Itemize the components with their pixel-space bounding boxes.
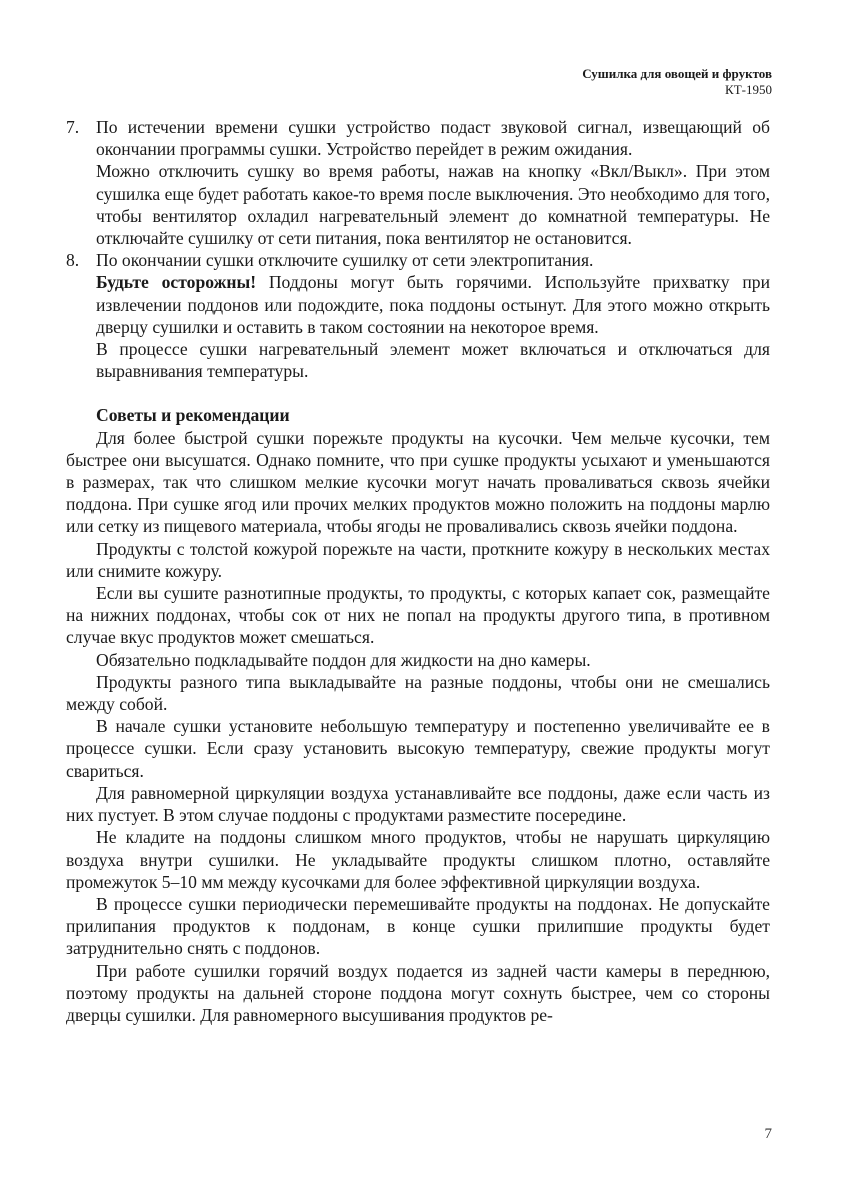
running-header bbox=[582, 66, 772, 98]
body-paragraph: Продукты разного типа выкладывайте на разные поддоны, чтобы они не смешались между собой. bbox=[66, 671, 770, 715]
warning-label: Будьте осторожны! bbox=[96, 272, 257, 293]
list-item-paragraph bbox=[96, 249, 770, 271]
body-paragraph: Для более быстрой сушки порежьте продукты на кусочки. Чем мельче кусочки, тем быстрее они высушатся. Однако помните, что при сушке продукты усыхают и уменьшаются в размерах, так что слишком мелкие кусочки могут начать проваливаться сквозь ячейки поддона. При сушке ягод или прочих мелких продуктов можно положить на поддоны марлю или сетку из пищевого материала, чтобы ягоды не проваливались сквозь ячейки поддона. bbox=[66, 427, 770, 537]
header-title: Сушилка для овощей и фруктов bbox=[582, 66, 772, 81]
list-item-text: По истечении времени сушки устройство подаст звуковой сигнал, извещающий об окончании программы сушки. Устройство перейдет в режим ожидания. bbox=[96, 117, 770, 160]
body-paragraph: Не кладите на поддоны слишком много продуктов, чтобы не нарушать циркуляцию воздуха внутри сушилки. Не укладывайте продукты слишком плотно, оставляйте промежуток 5–10 мм между кусочками для более эффективной циркуляции воздуха. bbox=[66, 827, 770, 892]
body-paragraph: Для равномерной циркуляции воздуха устанавливайте все поддоны, даже если часть из них пустует. В этом случае поддоны с продуктами разместите посередине. bbox=[66, 782, 770, 826]
list-item-text: Поддоны могут быть горячими. Используйте прихватку при извлечении поддонов или подождите, пока поддоны остынут. Для этого можно открыть дверцу сушилки и оставить в таком состоянии на некоторое время. bbox=[96, 272, 770, 337]
list-item-paragraph bbox=[96, 116, 770, 160]
page-body bbox=[66, 116, 770, 1026]
list-item-number: 8. bbox=[66, 250, 80, 271]
header-model: КТ-1950 bbox=[725, 82, 772, 97]
body-paragraph: Продукты с толстой кожурой порежьте на части, проткните кожуру в нескольких местах или снимите кожуру. bbox=[66, 538, 770, 581]
list-item-text: Можно отключить сушку во время работы, нажав на кнопку «Вкл/Выкл». При этом сушилка еще будет работать какое-то время после выключения. Это необходимо для того, чтобы вентилятор охладил нагревательный элемент до комнатной температуры. Не отключайте сушилку от сети питания, пока вентилятор не остановится. bbox=[96, 161, 770, 249]
section-heading: Советы и рекомендации bbox=[96, 405, 290, 426]
body-paragraph: В начале сушки установите небольшую температуру и постепенно увеличивайте ее в процессе сушки. Если сразу установить высокую температуру, свежие продукты могут свариться. bbox=[66, 716, 770, 781]
list-item bbox=[66, 116, 770, 249]
body-paragraph: В процессе сушки периодически перемешивайте продукты на поддонах. Не допускайте прилипания продуктов к поддонам, в конце сушки прилипшие продукты будет затруднительно снять с поддонов. bbox=[66, 893, 770, 959]
list-item-paragraph bbox=[96, 338, 770, 382]
body-paragraph: Если вы сушите разнотипные продукты, то продукты, с которых капает сок, размещайте на нижних поддонах, чтобы сок от них не попал на продукты другого типа, в противном случае вкус продуктов может смешаться. bbox=[66, 583, 770, 648]
list-item-text: В процессе сушки нагревательный элемент может включаться и отключаться для выравнивания температуры. bbox=[96, 339, 770, 382]
list-item-text: По окончании сушки отключите сушилку от сети электропитания. bbox=[96, 250, 594, 271]
page-number: 7 bbox=[764, 1126, 772, 1142]
body-paragraph: При работе сушилки горячий воздух подается из задней части камеры в переднюю, поэтому продукты на дальней стороне поддона могут сохнуть быстрее, чем со стороны дверцы сушилки. Для равномерного высушивания продуктов ре- bbox=[66, 960, 770, 1025]
list-item-number: 7. bbox=[66, 117, 80, 137]
list-item-paragraph bbox=[96, 271, 770, 338]
list-item bbox=[66, 249, 770, 382]
body-paragraph: Обязательно подкладывайте поддон для жидкости на дно камеры. bbox=[96, 649, 591, 670]
list-item-paragraph bbox=[96, 160, 770, 249]
